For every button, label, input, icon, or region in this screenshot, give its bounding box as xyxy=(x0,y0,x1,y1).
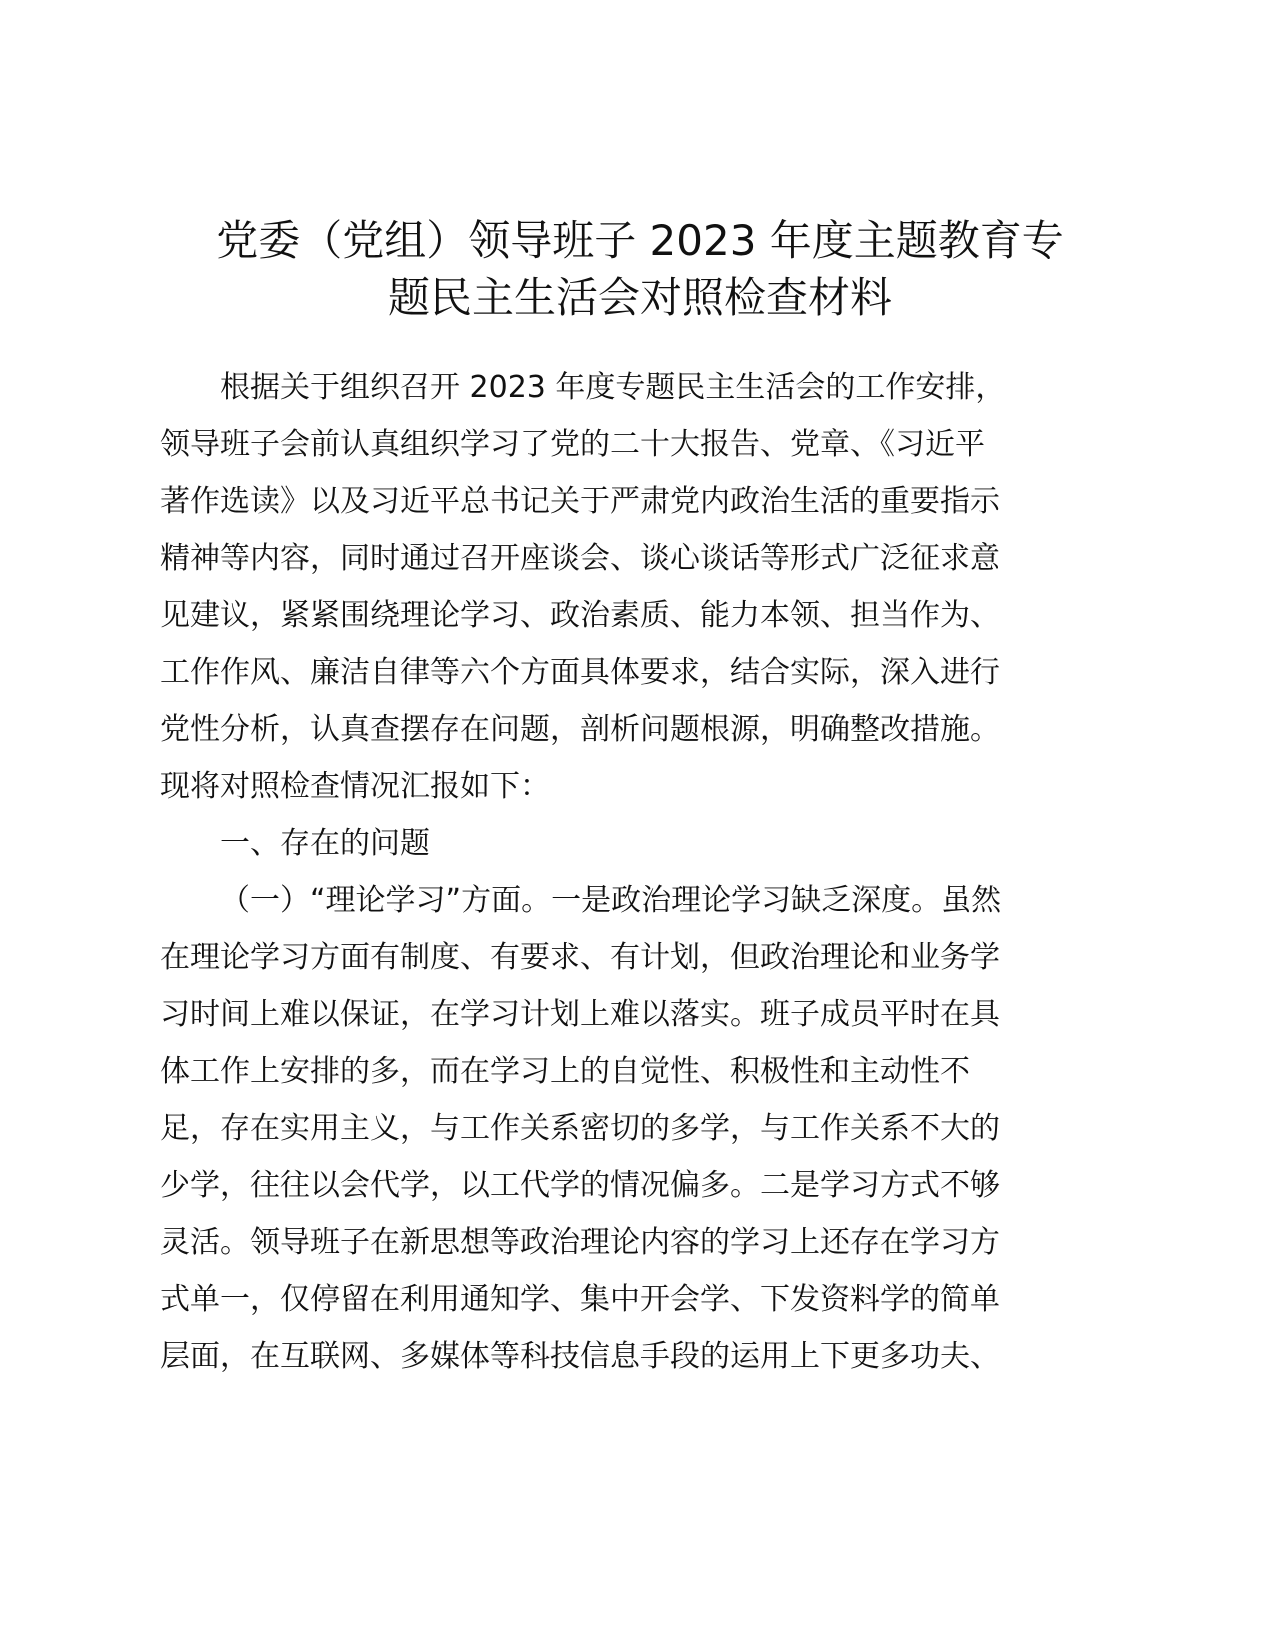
body-line: 精神等内容，同时通过召开座谈会、谈心谈话等形式广泛征求意 xyxy=(160,541,1000,576)
body-line: 在理论学习方面有制度、有要求、有计划，但政治理论和业务学 xyxy=(160,940,1000,975)
body-line: 根据关于组织召开 2023 年度专题民主生活会的工作安排， xyxy=(220,370,1006,405)
body-line: 足，存在实用主义，与工作关系密切的多学，与工作关系不大的 xyxy=(160,1111,1000,1146)
body-line: 见建议，紧紧围绕理论学习、政治素质、能力本领、担当作为、 xyxy=(160,598,1000,633)
title-line-2: 题民主生活会对照检查材料 xyxy=(387,273,892,322)
body-line: 层面，在互联网、多媒体等科技信息手段的运用上下更多功夫、 xyxy=(160,1339,1000,1374)
body-line: 体工作上安排的多，而在学习上的自觉性、积极性和主动性不 xyxy=(160,1054,970,1089)
body-line: 领导班子会前认真组织学习了党的二十大报告、党章、《习近平 xyxy=(160,427,985,462)
body-line: 工作作风、廉洁自律等六个方面具体要求，结合实际，深入进行 xyxy=(160,655,1000,690)
body-line: 式单一，仅停留在利用通知学、集中开会学、下发资料学的简单 xyxy=(160,1282,1000,1317)
body-line: 习时间上难以保证，在学习计划上难以落实。班子成员平时在具 xyxy=(160,997,1000,1032)
body-line: 少学，往往以会代学，以工代学的情况偏多。二是学习方式不够 xyxy=(160,1168,1000,1203)
body-line: 著作选读》以及习近平总书记关于严肃党内政治生活的重要指示 xyxy=(160,484,1000,519)
title-line-1: 党委（党组）领导班子 2023 年度主题教育专 xyxy=(216,216,1064,265)
section-heading: 一、存在的问题 xyxy=(220,826,430,861)
body-line: 党性分析，认真查摆存在问题，剖析问题根源，明确整改措施。 xyxy=(160,712,1000,747)
body-line: （一）“理论学习”方面。一是政治理论学习缺乏深度。虽然 xyxy=(220,883,1002,918)
document-body xyxy=(160,359,1120,1385)
body-line: 现将对照检查情况汇报如下： xyxy=(160,769,550,804)
document-title xyxy=(160,212,1120,326)
body-line: 灵活。领导班子在新思想等政治理论内容的学习上还存在学习方 xyxy=(160,1225,1000,1260)
